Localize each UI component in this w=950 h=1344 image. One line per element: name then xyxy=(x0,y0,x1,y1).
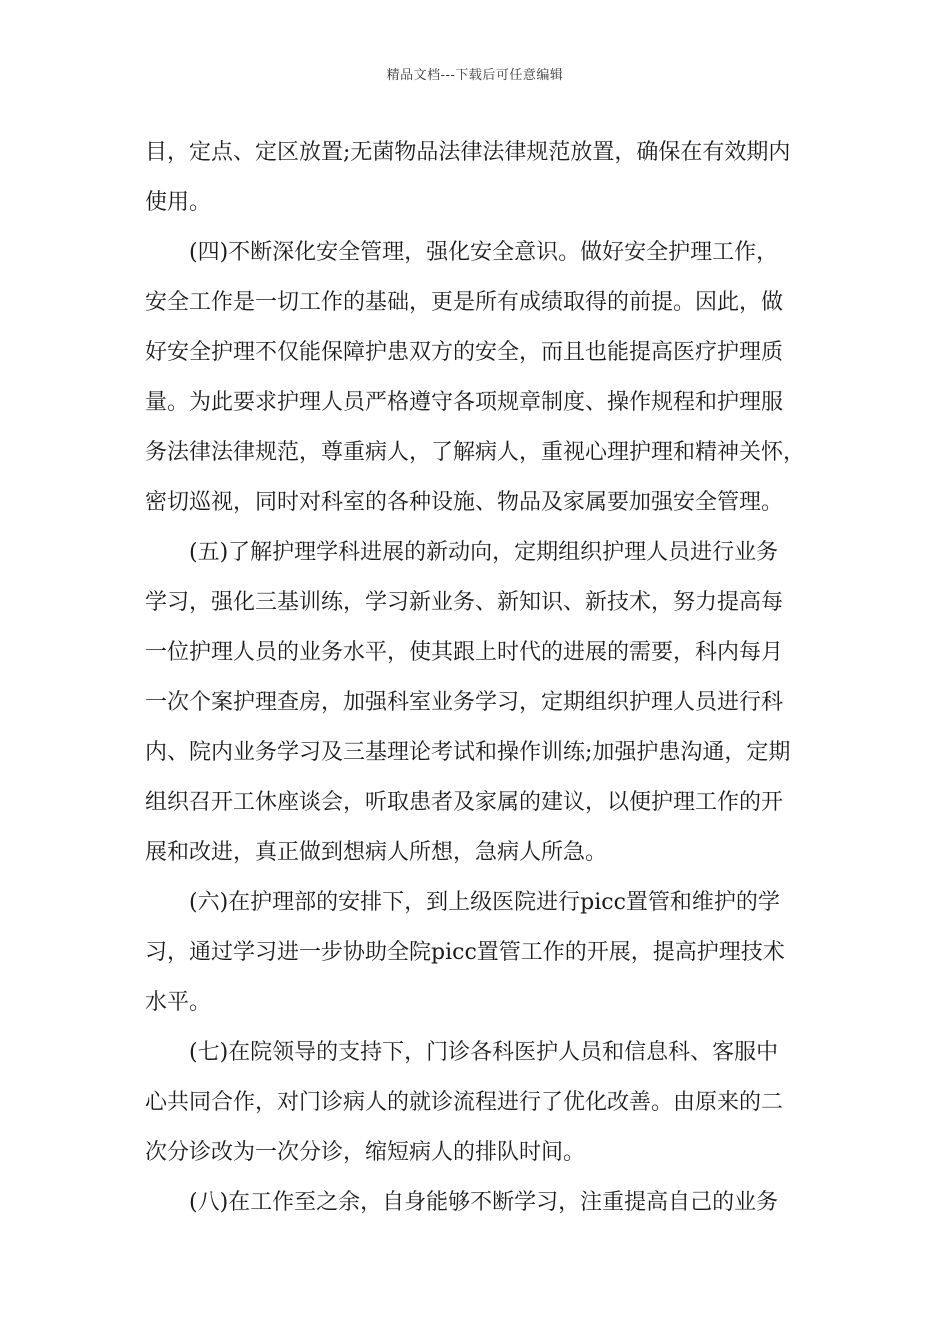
text-line: 一位护理人员的业务水平，使其跟上时代的进展的需要，科内每月 xyxy=(145,640,784,665)
paragraph xyxy=(145,228,815,528)
text-line: 学习，强化三基训练，学习新业务、新知识、新技术，努力提高每 xyxy=(145,590,784,615)
text-line: (四)不断深化安全管理，强化安全意识。做好安全护理工作， xyxy=(189,240,779,265)
text-line: 好安全护理不仅能保障护患双方的安全，而且也能提高医疗护理质 xyxy=(145,340,784,365)
text-line: (六)在护理部的安排下，到上级医院进行picc置管和维护的学 xyxy=(189,890,780,915)
paragraph xyxy=(145,1178,815,1228)
paragraph xyxy=(145,528,815,878)
text-line: 目，定点、定区放置;无菌物品法律法律规范放置，确保在有效期内 xyxy=(145,140,791,165)
text-line: 一次个案护理查房，加强科室业务学习，定期组织护理人员进行科 xyxy=(145,690,784,715)
paragraph xyxy=(145,1028,815,1178)
text-line: 密切巡视，同时对科室的各种设施、物品及家属要加强安全管理。 xyxy=(145,490,784,515)
text-line: 次分诊改为一次分诊，缩短病人的排队时间。 xyxy=(145,1140,586,1165)
text-line: 务法律法律规范，尊重病人，了解病人，重视心理护理和精神关怀， xyxy=(145,440,806,465)
text-line: (七)在院领导的支持下，门诊各科医护人员和信息科、客服中 xyxy=(189,1040,779,1065)
paragraph xyxy=(145,878,815,1028)
text-line: 安全工作是一切工作的基础，更是所有成绩取得的前提。因此，做 xyxy=(145,290,784,315)
text-line: 组织召开工休座谈会，听取患者及家属的建议，以便护理工作的开 xyxy=(145,790,784,815)
text-line: 量。为此要求护理人员严格遵守各项规章制度、操作规程和护理服 xyxy=(145,390,784,415)
document-body xyxy=(145,128,815,1228)
text-line: 使用。 xyxy=(145,190,212,215)
text-line: 内、院内业务学习及三基理论考试和操作训练;加强护患沟通，定期 xyxy=(145,740,791,765)
paragraph xyxy=(145,128,815,228)
page-header: 精品文档---下载后可任意编辑 xyxy=(386,68,564,83)
text-line: 展和改进，真正做到想病人所想，急病人所急。 xyxy=(145,840,608,865)
text-line: (五)了解护理学科进展的新动向，定期组织护理人员进行业务 xyxy=(189,540,779,565)
text-line: (八)在工作至之余，自身能够不断学习，注重提高自己的业务 xyxy=(189,1190,779,1215)
text-line: 心共同合作，对门诊病人的就诊流程进行了优化改善。由原来的二 xyxy=(145,1090,784,1115)
text-line: 习，通过学习进一步协助全院picc置管工作的开展，提高护理技术 xyxy=(145,940,785,965)
text-line: 水平。 xyxy=(145,990,212,1015)
